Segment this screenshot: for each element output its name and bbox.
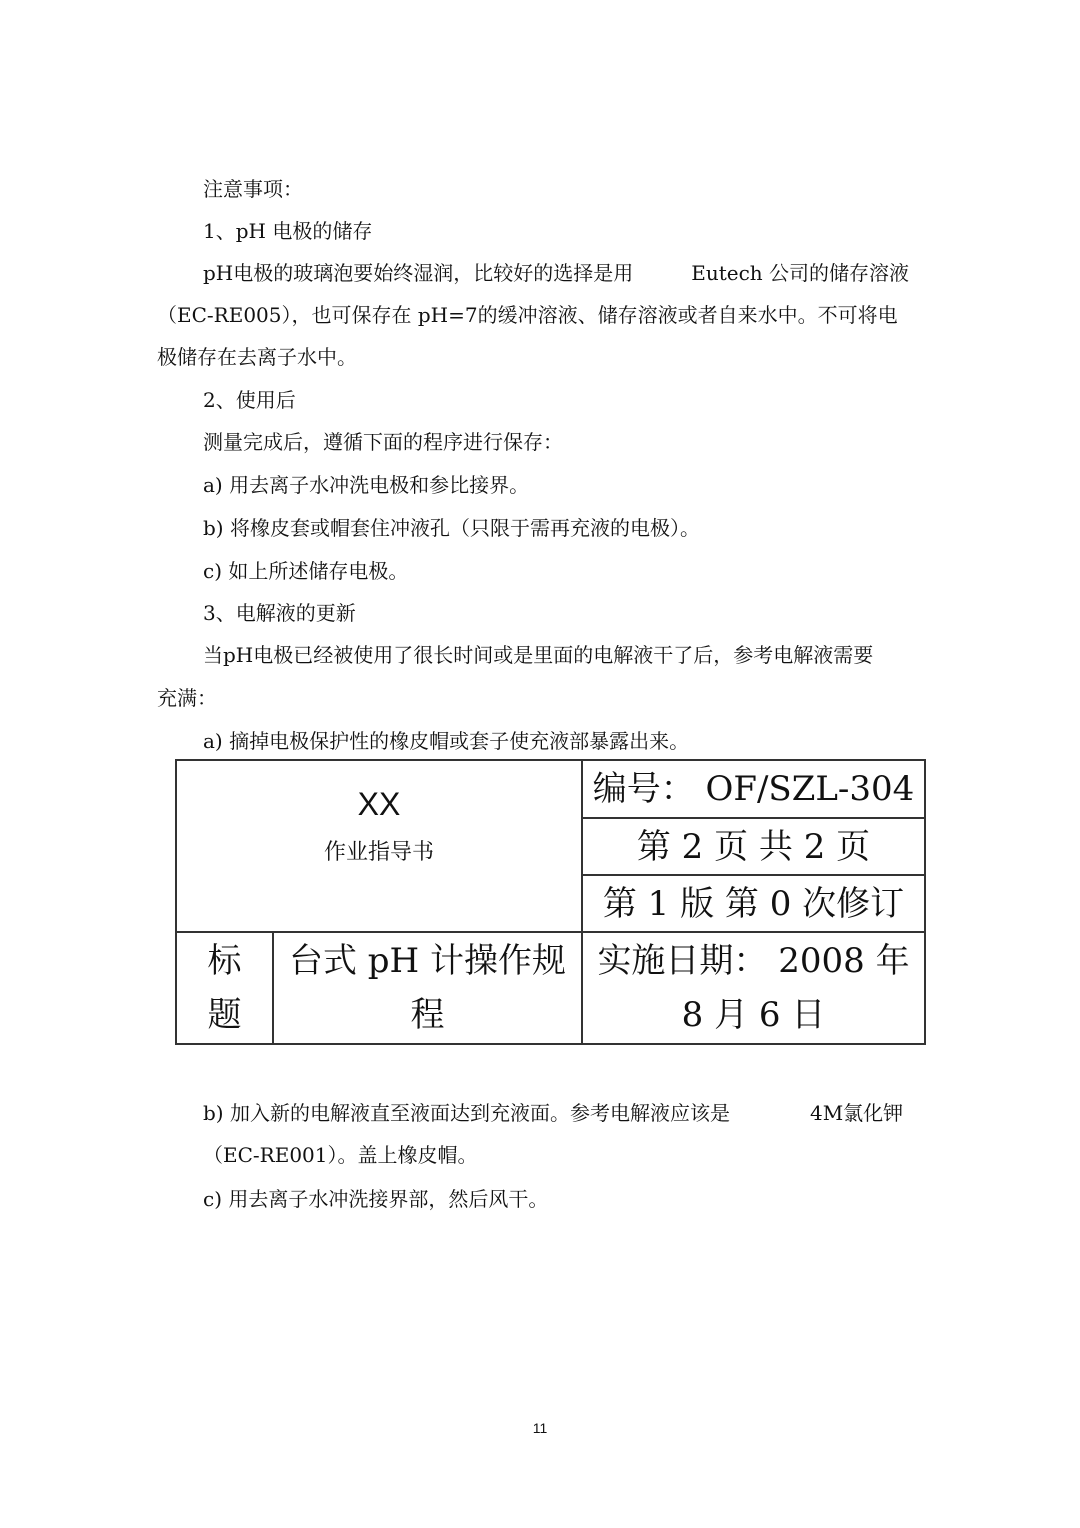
section-3-paragraph-line-2: 充满： — [157, 686, 217, 710]
section-3-item-a: a) 摘掉电极保护性的橡皮帽或套子使充液部暴露出来。 — [203, 729, 690, 753]
section-2-intro: 测量完成后，遵循下面的程序进行保存： — [203, 430, 563, 454]
section-3-item-b-line-1 — [203, 1099, 903, 1127]
section-1-paragraph-line-1-part-b: Eutech 公司的储存溶液 — [691, 261, 910, 285]
title-label-text: 标题 — [207, 941, 242, 1035]
page-number: 11 — [532, 1420, 548, 1436]
section-3-item-c: c) 用去离子水冲洗接界部，然后风干。 — [203, 1187, 549, 1211]
title-value — [273, 932, 582, 1044]
document-type: 作业指导书 — [324, 840, 435, 865]
document-number: 编号： OF/SZL-304 — [582, 760, 925, 818]
page-info: 第 2 页 共 2 页 — [582, 818, 925, 875]
version-info: 第 1 版 第 0 次修订 — [582, 875, 925, 932]
section-1-paragraph-line-1-part-a: pH电极的玻璃泡要始终湿润，比较好的选择是用 — [203, 261, 634, 285]
document-header-table — [175, 759, 926, 1045]
title-label — [176, 932, 273, 1044]
section-2-item-c: c) 如上所述储存电极。 — [203, 559, 409, 583]
section-2-title: 2、使用后 — [203, 388, 296, 412]
section-3-item-b-line-2: （EC-RE001）。盖上橡皮帽。 — [203, 1143, 478, 1167]
section-3-item-b-part-b: 4M氯化钾 — [809, 1101, 904, 1125]
section-1-paragraph-line-1 — [203, 259, 909, 287]
section-1-title: 1、pH 电极的储存 — [203, 219, 373, 243]
section-3-title: 3、电解液的更新 — [203, 601, 356, 625]
company-name: XX — [357, 786, 401, 822]
effective-date — [582, 932, 925, 1044]
title-value-text: 台式 pH 计操作规程 — [288, 941, 567, 1035]
section-2-item-b: b) 将橡皮套或帽套住冲液孔（只限于需再充液的电极）。 — [203, 516, 700, 540]
section-3-item-b-part-a: b) 加入新的电解液直至液面达到充液面。参考电解液应该是 — [203, 1101, 730, 1125]
effective-date-text: 实施日期： 2008 年 8 月 6 日 — [597, 941, 910, 1035]
section-2-item-a: a) 用去离子水冲洗电极和参比接界。 — [203, 473, 530, 497]
section-3-paragraph-line-1: 当pH电极已经被使用了很长时间或是里面的电解液干了后，参考电解液需要 — [203, 643, 874, 667]
notes-heading: 注意事项： — [203, 177, 303, 201]
section-1-paragraph-line-2: （EC-RE005），也可保存在 pH=7的缓冲溶液、储存溶液或者自来水中。不可将电 — [157, 303, 898, 327]
section-1-paragraph-line-3: 极储存在去离子水中。 — [157, 345, 357, 369]
company-cell — [176, 760, 582, 932]
